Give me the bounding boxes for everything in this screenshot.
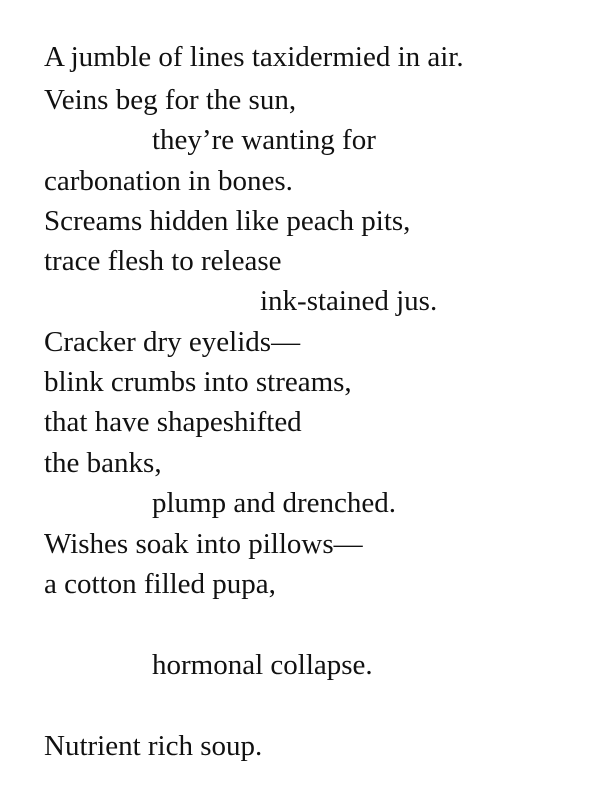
poem-line: plump and drenched.: [152, 487, 397, 519]
poem-line: a cotton filled pupa,: [44, 568, 276, 600]
poem-line: they’re wanting for: [152, 124, 376, 156]
poem-line: that have shapeshifted: [44, 406, 302, 438]
poem-line: the banks,: [44, 447, 162, 479]
poem-line: Wishes soak into pillows—: [44, 528, 363, 560]
poem-line: hormonal collapse.: [152, 649, 373, 681]
poem-line: Nutrient rich soup.: [44, 730, 263, 762]
poem-line: Veins beg for the sun,: [44, 84, 297, 116]
poem-line: ink-stained jus.: [260, 285, 438, 317]
poem-line: A jumble of lines taxidermied in air.: [44, 41, 464, 73]
poem-line: blink crumbs into streams,: [44, 366, 352, 398]
poem-line: Screams hidden like peach pits,: [44, 205, 411, 237]
poem-line: carbonation in bones.: [44, 165, 293, 197]
poem-line: Cracker dry eyelids—: [44, 326, 301, 358]
poem-line: trace flesh to release: [44, 245, 282, 277]
